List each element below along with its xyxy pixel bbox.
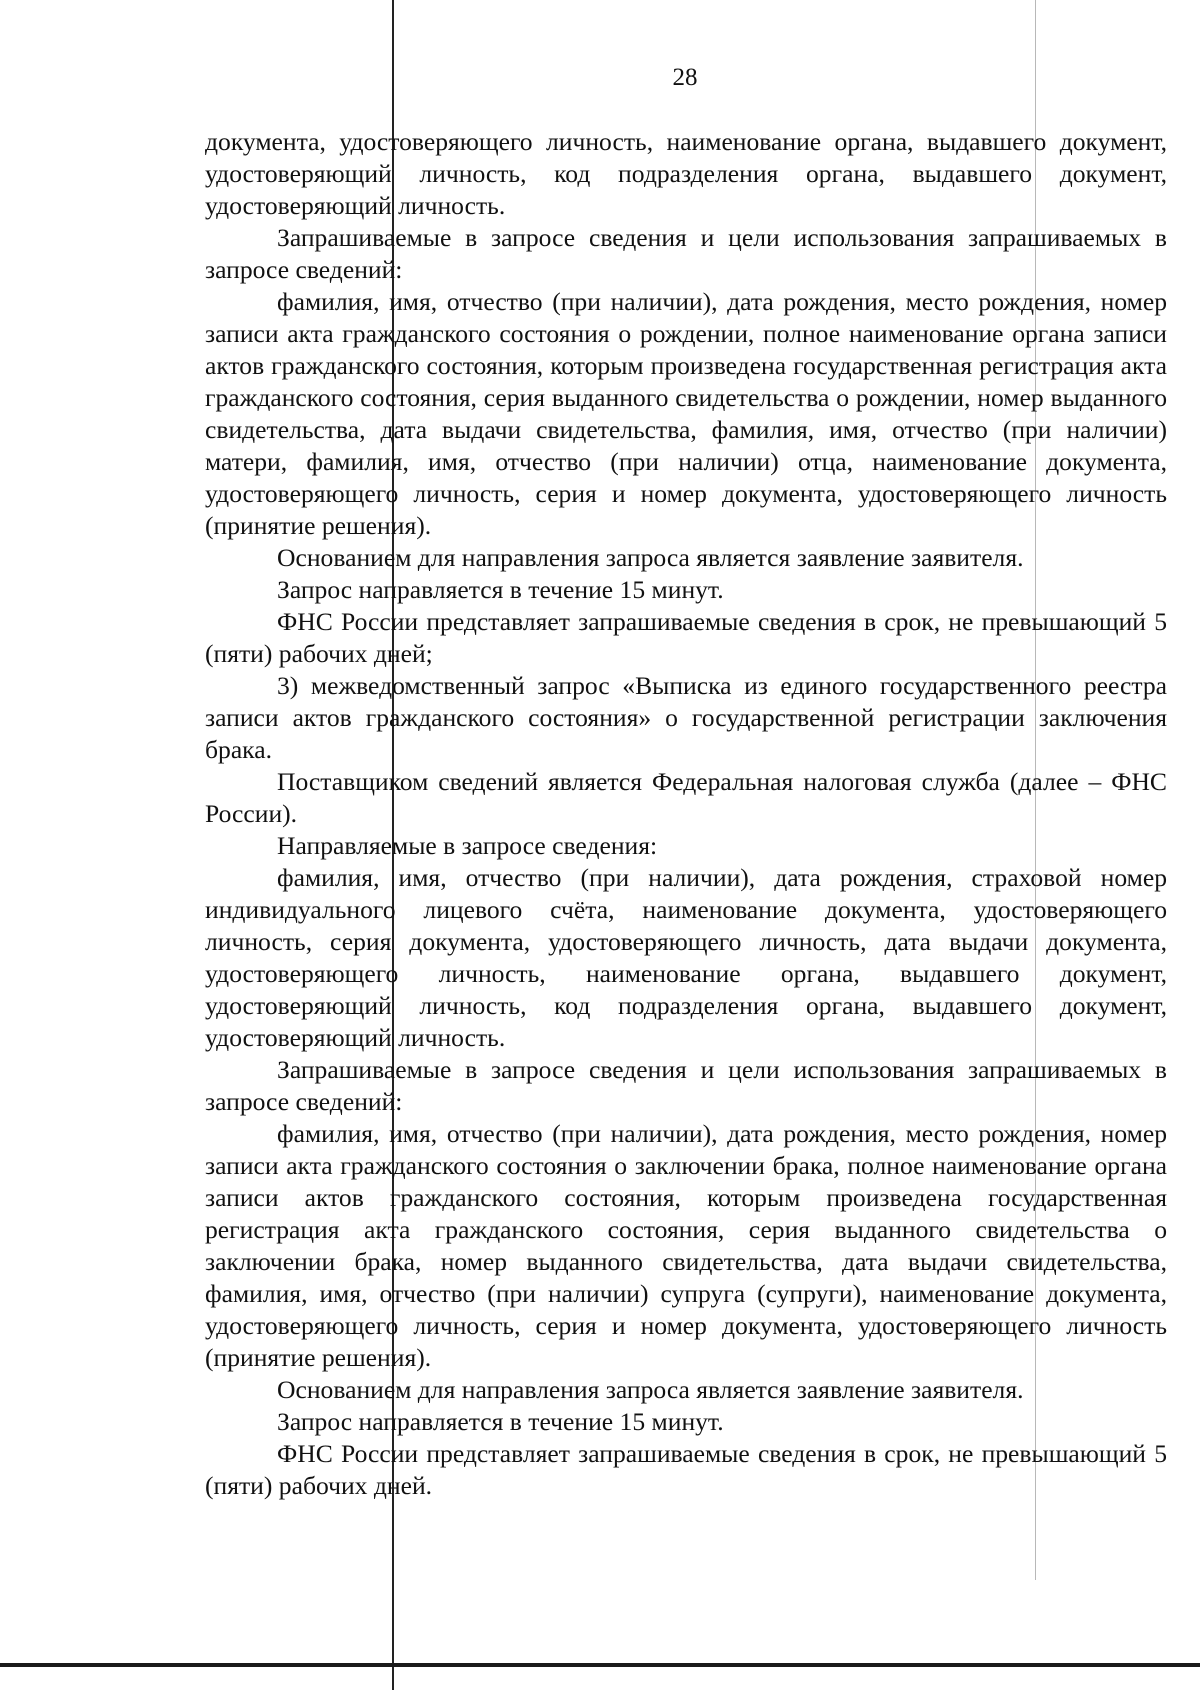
paragraph: Запрашиваемые в запросе сведения и цели использования запрашиваемых в запросе сведений: — [205, 1055, 1167, 1116]
paragraph: ФНС России представляет запрашиваемые сведения в срок, не превышающий 5 (пяти) рабочих дней. — [205, 1439, 1167, 1500]
paragraph: Запрашиваемые в запросе сведения и цели использования запрашиваемых в запросе сведений: — [205, 223, 1167, 284]
paragraph: фамилия, имя, отчество (при наличии), дата рождения, страховой номер индивидуального лицевого счёта, наименование документа, удостоверяющего личность, серия документа, удостоверяющего личность, дата выдачи документа, удостоверяющего личность, наименование органа, выдавшего документ, удостоверяющий личность, код подразделения органа, выдавшего документ, удостоверяющий личность. — [205, 863, 1167, 1052]
page-number: 28 — [672, 64, 698, 91]
scan-bottom-edge — [0, 1663, 1200, 1667]
paragraph: Направляемые в запросе сведения: — [277, 831, 658, 860]
document-body — [205, 126, 1167, 1502]
paragraph: 3) межведомственный запрос «Выписка из единого государственного реестра записи актов гражданского состояния» о государственной регистрации заключения брака. — [205, 671, 1167, 764]
paragraph: Основанием для направления запроса является заявление заявителя. — [277, 1375, 1024, 1404]
paragraph: Основанием для направления запроса является заявление заявителя. — [277, 543, 1024, 572]
paragraph: Запрос направляется в течение 15 минут. — [277, 575, 724, 604]
paragraph: фамилия, имя, отчество (при наличии), дата рождения, место рождения, номер записи акта гражданского состояния о рождении, полное наименование органа записи актов гражданского состояния, которым произведена государственная регистрация акта гражданского состояния, серия выданного свидетельства о рождении, номер выданного свидетельства, дата выдачи свидетельства, фамилия, имя, отчество (при наличии) матери, фамилия, имя, отчество (при наличии) отца, наименование документа, удостоверяющего личность, серия и номер документа, удостоверяющего личность (принятие решения). — [205, 287, 1167, 540]
paragraph: ФНС России представляет запрашиваемые сведения в срок, не превышающий 5 (пяти) рабочих дней; — [205, 607, 1167, 668]
paragraph: Поставщиком сведений является Федеральная налоговая служба (далее – ФНС России). — [205, 767, 1167, 828]
paragraph: документа, удостоверяющего личность, наименование органа, выдавшего документ, удостоверяющий личность, код подразделения органа, выдавшего документ, удостоверяющий личность. — [205, 127, 1167, 220]
paragraph: фамилия, имя, отчество (при наличии), дата рождения, место рождения, номер записи акта гражданского состояния о заключении брака, полное наименование органа записи актов гражданского состояния, которым произведена государственная регистрация акта гражданского состояния, серия выданного свидетельства о заключении брака, номер выданного свидетельства, дата выдачи свидетельства, фамилия, имя, отчество (при наличии) супруга (супруги), наименование документа, удостоверяющего личность, серия и номер документа, удостоверяющего личность (принятие решения). — [205, 1119, 1167, 1372]
paragraph: Запрос направляется в течение 15 минут. — [277, 1407, 724, 1436]
